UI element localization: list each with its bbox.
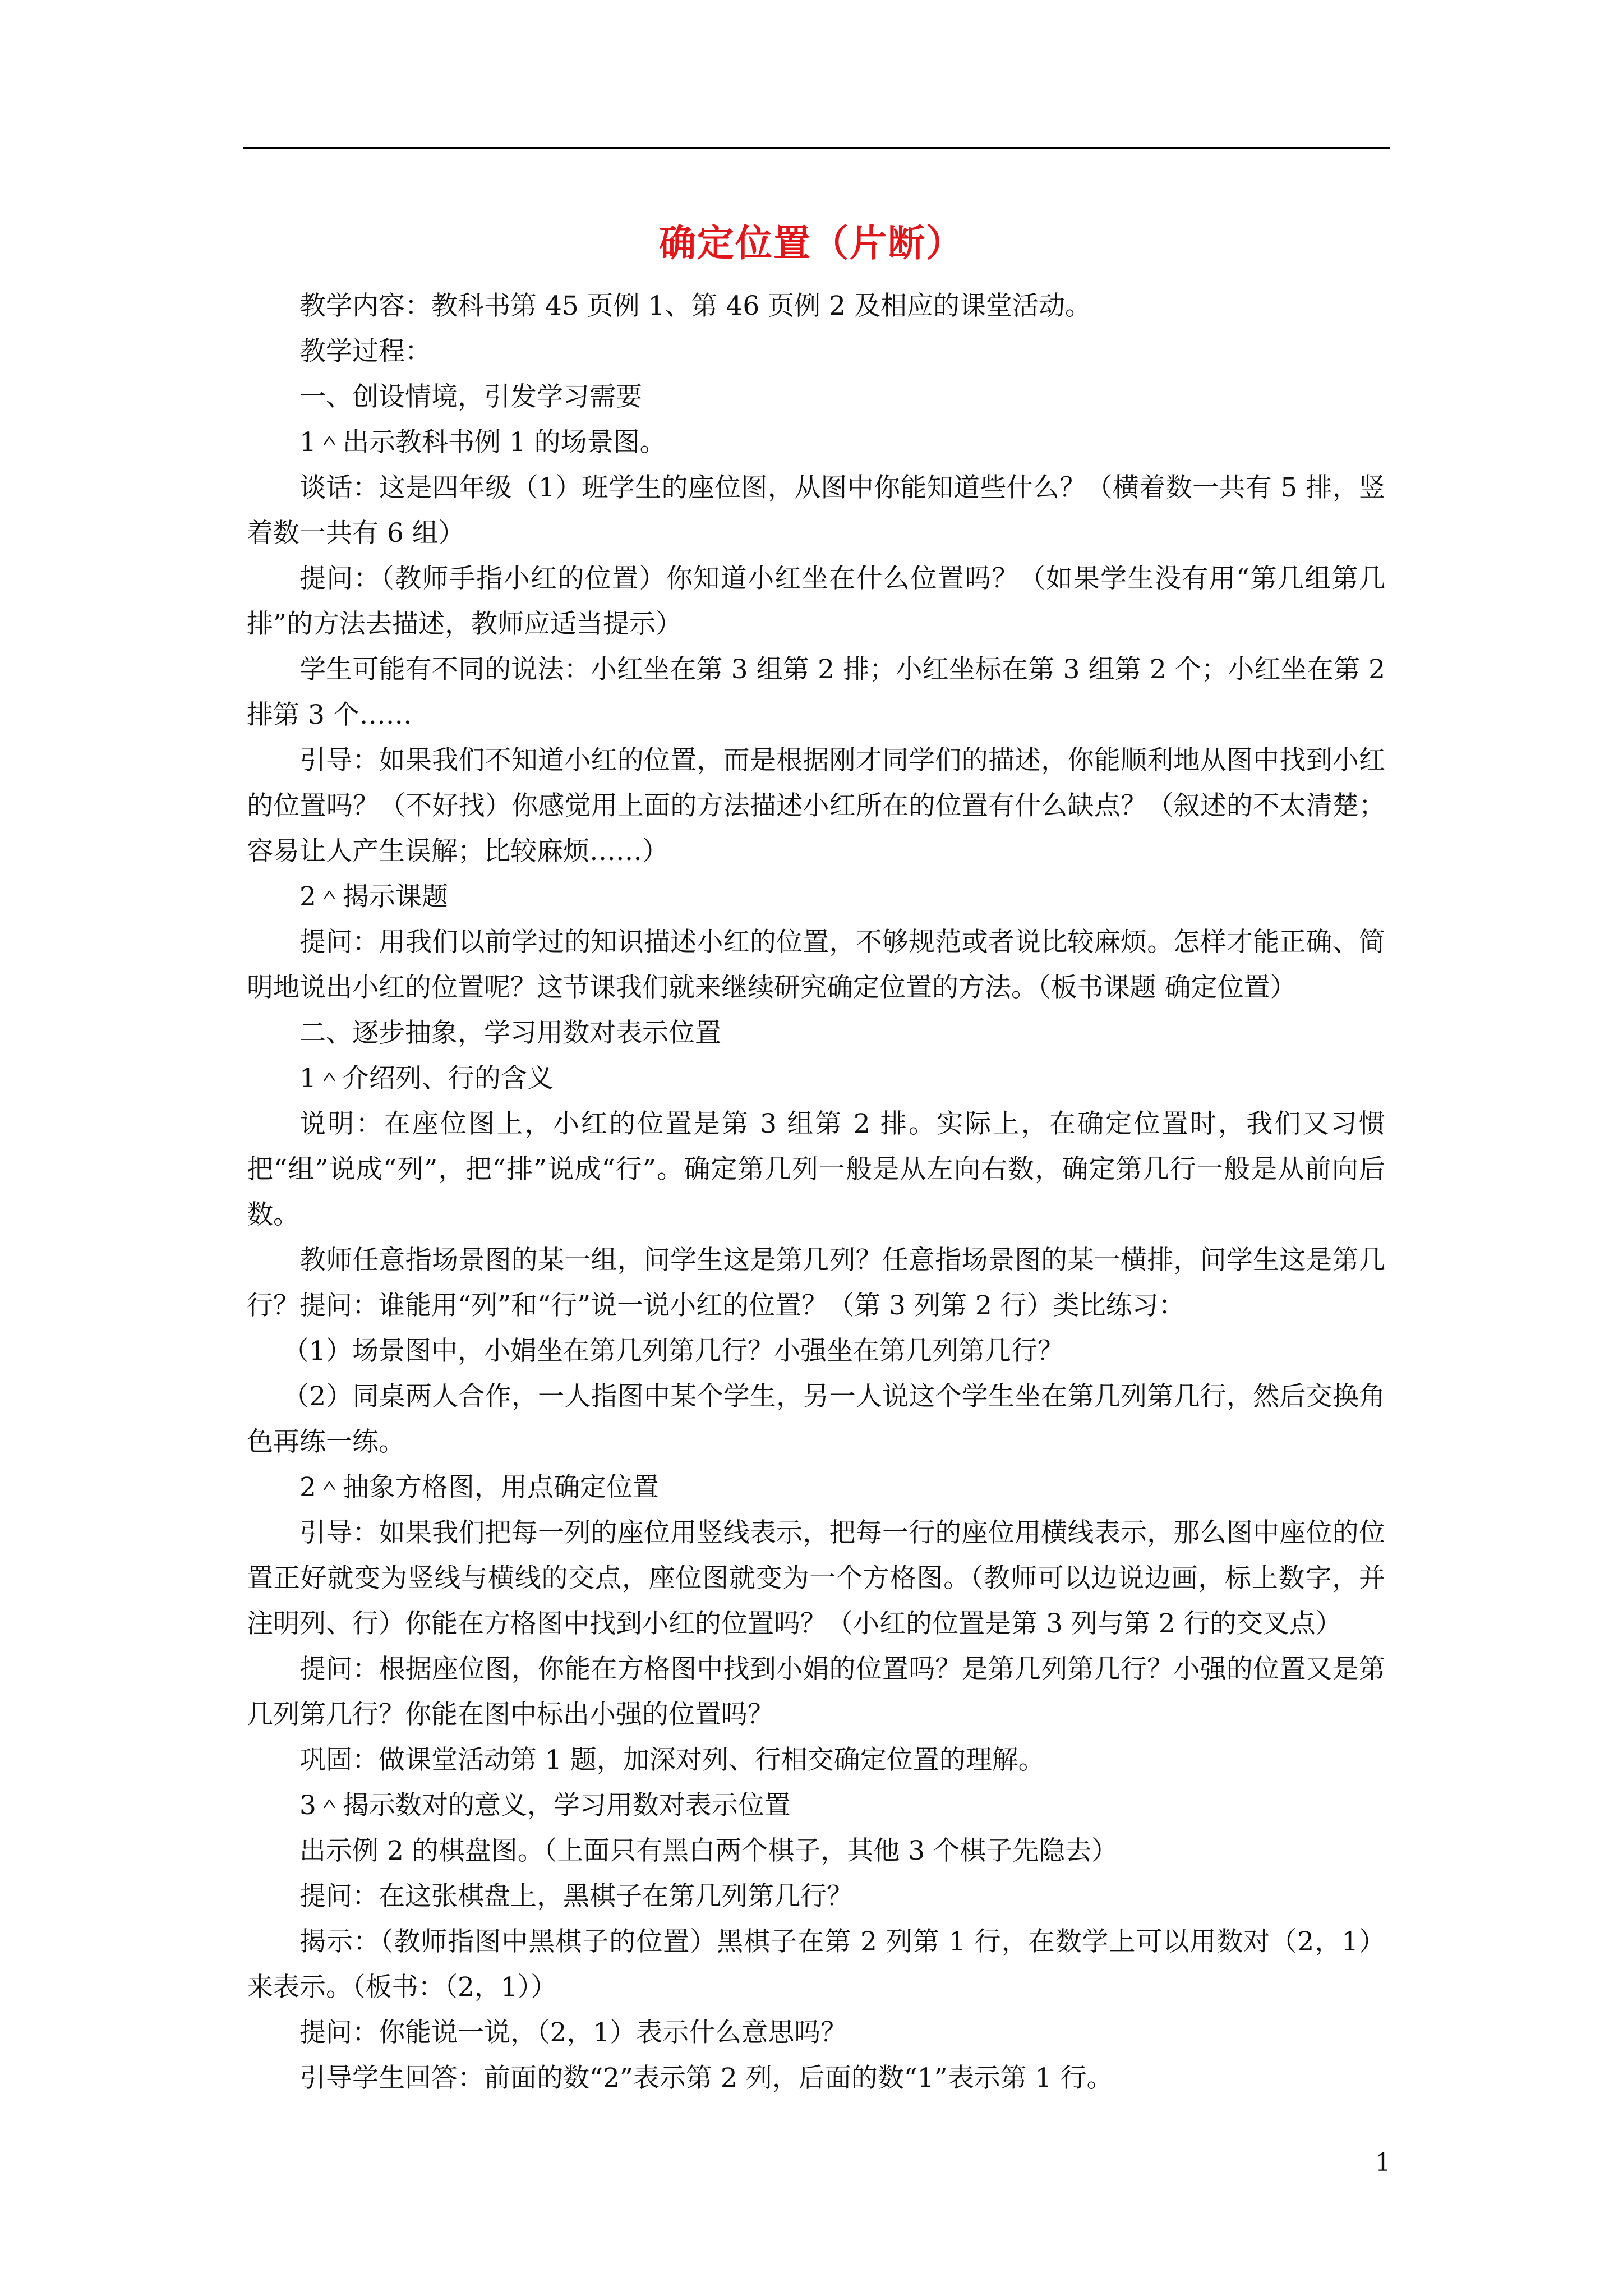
paragraph: 2＾抽象方格图，用点确定位置	[299, 1472, 659, 1503]
paragraph: 引导学生回答：前面的数“2”表示第 2 列，后面的数“1”表示第 1 行。	[299, 2063, 1113, 2093]
paragraph: 提问：你能说一说，（2，1）表示什么意思吗？	[299, 2017, 847, 2048]
page-number: 1	[1375, 2148, 1391, 2177]
paragraph: （1）场景图中，小娟坐在第几列第几行？小强坐在第几列第几行？	[283, 1336, 1064, 1366]
header-rule	[243, 147, 1390, 149]
paragraph: 提问：（教师手指小红的位置）你知道小红坐在什么位置吗？（如果学生没有用“第几组第几排”的方法去描述，教师应适当提示）	[247, 563, 1385, 639]
section-heading: 二、逐步抽象，学习用数对表示位置	[299, 1018, 721, 1048]
paragraph: 教学内容：教科书第 45 页例 1、第 46 页例 2 及相应的课堂活动。	[299, 291, 1091, 321]
paragraph: 教学过程：	[299, 336, 431, 367]
document-title: 确定位置（片断）	[659, 221, 964, 265]
paragraph: 出示例 2 的棋盘图。（上面只有黑白两个棋子，其他 3 个棋子先隐去）	[299, 1835, 1118, 1866]
document-body	[247, 283, 1385, 2101]
paragraph: 1＾出示教科书例 1 的场景图。	[299, 427, 666, 458]
paragraph: 3＾揭示数对的意义，学习用数对表示位置	[299, 1790, 791, 1821]
paragraph: 提问：用我们以前学过的知识描述小红的位置，不够规范或者说比较麻烦。怎样才能正确、简明地说出小红的位置呢？这节课我们就来继续研究确定位置的方法。（板书课题 确定位置）	[247, 927, 1385, 1003]
paragraph: 巩固：做课堂活动第 1 题，加深对列、行相交确定位置的理解。	[299, 1745, 1045, 1775]
paragraph: （2）同桌两人合作，一人指图中某个学生，另一人说这个学生坐在第几列第几行，然后交换角色再练一练。	[247, 1381, 1385, 1457]
paragraph: 提问：在这张棋盘上，黑棋子在第几列第几行？	[299, 1881, 853, 1912]
paragraph: 引导：如果我们不知道小红的位置，而是根据刚才同学们的描述，你能顺利地从图中找到小红的位置吗？（不好找）你感觉用上面的方法描述小红所在的位置有什么缺点？（叙述的不太清楚；容易让人产生误解；比较麻烦……）	[247, 745, 1385, 867]
paragraph: 教师任意指场景图的某一组，问学生这是第几列？任意指场景图的某一横排，问学生这是第几行？提问：谁能用“列”和“行”说一说小红的位置？（第 3 列第 2 行）类比练习：	[247, 1245, 1385, 1321]
paragraph: 2＾揭示课题	[299, 881, 448, 912]
paragraph: 学生可能有不同的说法：小红坐在第 3 组第 2 排；小红坐标在第 3 组第 2 个；小红坐在第 2 排第 3 个……	[247, 654, 1385, 730]
paragraph: 揭示：（教师指图中黑棋子的位置）黑棋子在第 2 列第 1 行，在数学上可以用数对（2，1）来表示。（板书：（2，1））	[247, 1926, 1385, 2003]
paragraph: 说明：在座位图上，小红的位置是第 3 组第 2 排。实际上，在确定位置时，我们又习惯把“组”说成“列”，把“排”说成“行”。确定第几列一般是从左向右数，确定第几行一般是从前向后数。	[247, 1108, 1385, 1230]
section-heading: 一、创设情境，引发学习需要	[299, 381, 642, 412]
paragraph: 引导：如果我们把每一列的座位用竖线表示，把每一行的座位用横线表示，那么图中座位的位置正好就变为竖线与横线的交点，座位图就变为一个方格图。（教师可以边说边画，标上数字，并注明列、行）你能在方格图中找到小红的位置吗？（小红的位置是第 3 列与第 2 行的交叉点）	[247, 1517, 1385, 1639]
paragraph: 谈话：这是四年级（1）班学生的座位图，从图中你能知道些什么？（横着数一共有 5 排，竖着数一共有 6 组）	[247, 472, 1385, 549]
paragraph: 1＾介绍列、行的含义	[299, 1063, 554, 1094]
paragraph: 提问：根据座位图，你能在方格图中找到小娟的位置吗？是第几列第几行？小强的位置又是第几列第几行？你能在图中标出小强的位置吗？	[247, 1654, 1385, 1730]
